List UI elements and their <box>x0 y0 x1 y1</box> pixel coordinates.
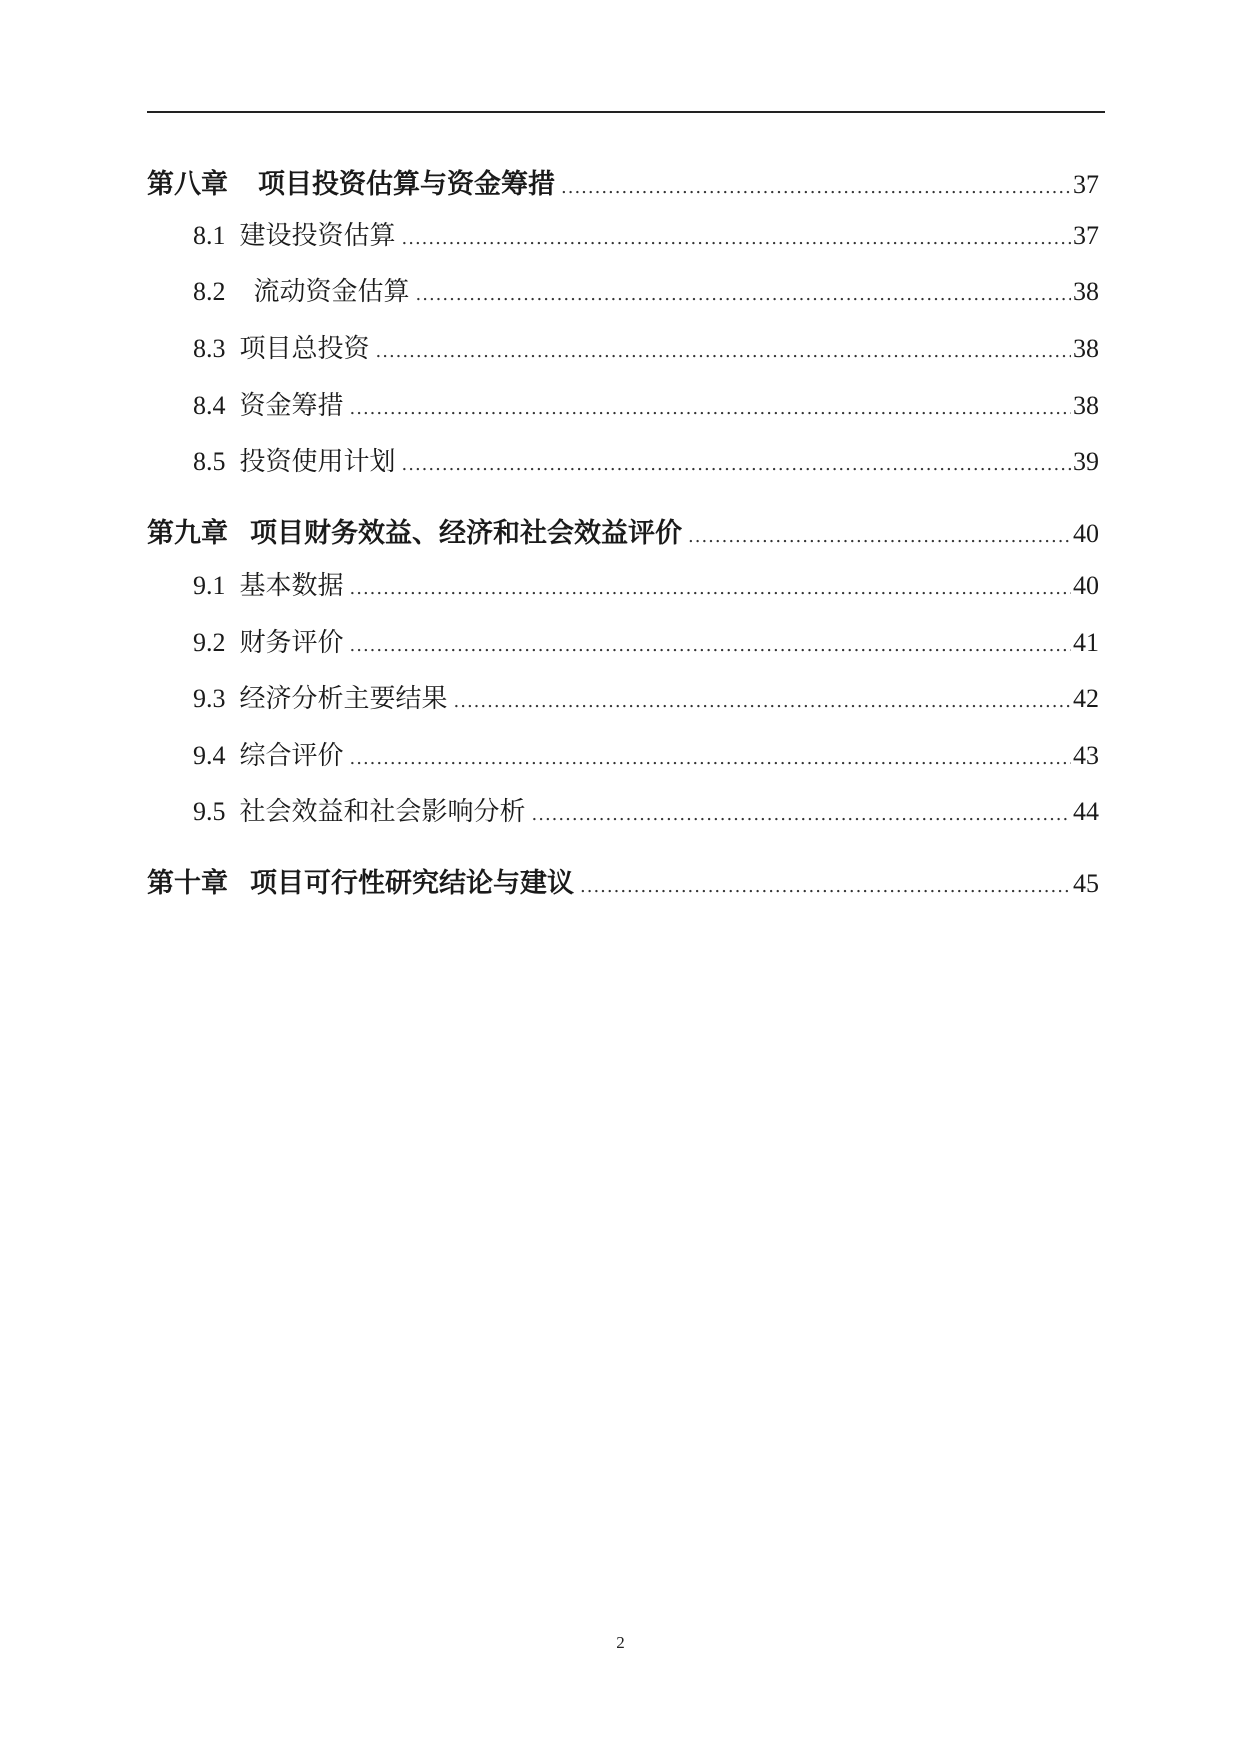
toc-entry-title: 基本数据 <box>239 571 344 601</box>
toc-entry-page: 43 <box>1073 741 1099 770</box>
toc-leader-dots <box>532 804 1071 825</box>
toc-section-8-1[interactable] <box>147 215 1099 252</box>
toc-chapter-10[interactable] <box>147 861 1099 900</box>
toc-leader-dots <box>454 691 1071 712</box>
toc-entry-title: 资金筹措 <box>239 391 344 421</box>
toc-entry-page: 44 <box>1073 797 1099 826</box>
toc-entry-page: 40 <box>1073 519 1099 548</box>
toc-entry-number: 第九章 <box>147 518 228 549</box>
toc-entry-number: 8.5 <box>193 447 226 476</box>
toc-leader-dots <box>350 635 1071 656</box>
toc-leader-dots <box>376 341 1071 362</box>
toc-entry-number: 9.4 <box>193 741 226 770</box>
toc-chapter-9[interactable] <box>147 511 1099 550</box>
toc-entry-number: 9.1 <box>193 571 226 600</box>
toc-leader-dots <box>561 177 1071 198</box>
toc-chapter-8[interactable] <box>147 162 1099 201</box>
toc-entry-title: 社会效益和社会影响分析 <box>239 797 526 827</box>
header-rule <box>147 111 1105 113</box>
toc-entry-page: 41 <box>1073 628 1099 657</box>
toc-section-8-5[interactable] <box>147 441 1099 478</box>
toc-entry-title: 项目可行性研究结论与建议 <box>250 868 574 899</box>
page-number: 2 <box>616 1633 625 1652</box>
toc-section-8-2[interactable] <box>147 271 1099 308</box>
toc-leader-dots <box>688 526 1071 547</box>
toc-entry-title: 财务评价 <box>239 628 344 658</box>
toc-entry-title: 经济分析主要结果 <box>239 684 448 714</box>
toc-entry-title: 综合评价 <box>239 741 344 771</box>
toc-section-9-3[interactable] <box>147 678 1099 715</box>
toc-entry-number: 8.2 <box>193 277 226 306</box>
toc-leader-dots <box>402 454 1071 475</box>
toc-entry-page: 42 <box>1073 684 1099 713</box>
toc-entry-title: 项目财务效益、经济和社会效益评价 <box>250 518 682 549</box>
toc-entry-number: 第八章 <box>147 169 228 200</box>
toc-entry-number: 8.3 <box>193 334 226 363</box>
toc-entry-page: 38 <box>1073 334 1099 363</box>
toc-leader-dots <box>416 284 1071 305</box>
toc-leader-dots <box>350 748 1071 769</box>
toc-entry-page: 40 <box>1073 571 1099 600</box>
toc-section-9-4[interactable] <box>147 735 1099 772</box>
toc-entry-number: 9.5 <box>193 797 226 826</box>
toc-leader-dots <box>350 578 1071 599</box>
toc-entry-title: 流动资金估算 <box>253 277 410 307</box>
toc-leader-dots <box>402 228 1071 249</box>
toc-entry-title: 项目投资估算与资金筹措 <box>258 169 555 200</box>
toc-entry-number: 8.1 <box>193 221 226 250</box>
toc-entry-page: 37 <box>1073 221 1099 250</box>
toc-section-8-4[interactable] <box>147 385 1099 422</box>
toc-entry-number: 9.2 <box>193 628 226 657</box>
toc-entry-number: 第十章 <box>147 868 228 899</box>
toc-entry-page: 38 <box>1073 391 1099 420</box>
toc-entry-page: 37 <box>1073 170 1099 199</box>
toc-entry-title: 投资使用计划 <box>239 447 396 477</box>
toc-entry-title: 建设投资估算 <box>239 221 396 251</box>
toc-section-9-2[interactable] <box>147 622 1099 659</box>
toc-entry-page: 38 <box>1073 277 1099 306</box>
toc-entry-number: 8.4 <box>193 391 226 420</box>
toc-entry-number: 9.3 <box>193 684 226 713</box>
toc-leader-dots <box>350 398 1071 419</box>
toc-entry-page: 45 <box>1073 869 1099 898</box>
toc-section-9-5[interactable] <box>147 791 1099 828</box>
toc-entry-page: 39 <box>1073 447 1099 476</box>
toc-section-8-3[interactable] <box>147 328 1099 365</box>
toc-leader-dots <box>580 876 1071 897</box>
toc-section-9-1[interactable] <box>147 565 1099 602</box>
toc-entry-title: 项目总投资 <box>239 334 370 364</box>
